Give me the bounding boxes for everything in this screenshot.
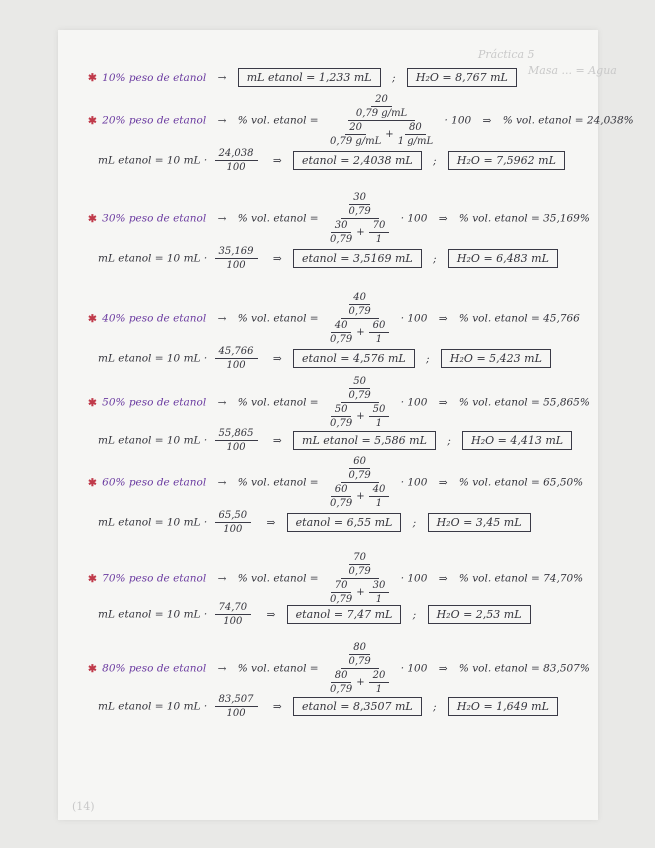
- multiplier: · 100: [444, 114, 472, 127]
- implies-icon: ⇒: [272, 154, 282, 167]
- section-80-ml: [98, 694, 558, 719]
- implies-icon: ⇒: [272, 252, 282, 265]
- section-label: 80% peso de etanol: [102, 662, 207, 675]
- vol-result: % vol. etanol = 55,865%: [458, 396, 590, 409]
- ml-fraction: $\frac{24,038}{100}$: [215, 148, 258, 173]
- implies-icon: ⇒: [438, 572, 448, 585]
- bleed-through-heading: Práctica 5: [478, 48, 535, 61]
- semicolon: ;: [447, 434, 451, 447]
- multiplier: · 100: [400, 662, 428, 675]
- fraction-denominator: $\frac{80}{0,79}$ + $\frac{20}{1}$: [326, 669, 393, 695]
- section-70-ml: [98, 602, 531, 627]
- implies-icon: ⇒: [438, 476, 448, 489]
- multiplier: · 100: [400, 212, 428, 225]
- arrow-icon: →: [217, 114, 227, 127]
- implies-icon: ⇒: [272, 434, 282, 447]
- star-icon: ✱: [88, 396, 97, 409]
- vol-result: % vol. etanol = 24,038%: [502, 114, 634, 127]
- arrow-icon: →: [217, 572, 227, 585]
- semicolon: ;: [412, 608, 417, 621]
- implies-icon: ⇒: [438, 312, 448, 325]
- big-fraction: [326, 94, 437, 147]
- agua-result-box: H₂O = 2,53 mL: [428, 605, 531, 624]
- star-icon: ✱: [88, 114, 97, 127]
- etanol-result-box: mL etanol = 1,233 mL: [238, 68, 381, 87]
- implies-icon: ⇒: [438, 662, 448, 675]
- etanol-result-box: mL etanol = 5,586 mL: [293, 431, 436, 450]
- big-fraction: [326, 552, 393, 605]
- big-fraction: [326, 292, 393, 345]
- implies-icon: ⇒: [266, 608, 276, 621]
- etanol-result-box: etanol = 8,3507 mL: [293, 697, 422, 716]
- ml-fraction: $\frac{45,766}{100}$: [215, 346, 258, 371]
- arrow-icon: →: [217, 72, 227, 84]
- semicolon: ;: [391, 72, 396, 84]
- section-label: 60% peso de etanol: [102, 476, 207, 489]
- vol-label: % vol. etanol =: [237, 312, 319, 325]
- star-icon: ✱: [88, 212, 97, 225]
- vol-label: % vol. etanol =: [237, 114, 319, 127]
- semicolon: ;: [433, 252, 437, 265]
- ml-fraction: $\frac{35,169}{100}$: [215, 246, 258, 271]
- ml-label: mL etanol = 10 mL ·: [98, 352, 208, 365]
- multiplier: · 100: [400, 396, 428, 409]
- star-icon: ✱: [88, 572, 97, 585]
- fraction-numerator: $\frac{20}{0,79 g/mL}$: [348, 94, 415, 121]
- vol-label: % vol. etanol =: [237, 476, 319, 489]
- etanol-result-box: etanol = 3,5169 mL: [293, 249, 422, 268]
- fraction-numerator: $\frac{70}{0,79}$: [341, 552, 379, 579]
- ml-fraction: $\frac{65,50}{100}$: [215, 510, 252, 535]
- section-label: 40% peso de etanol: [102, 312, 207, 325]
- section-50-ml: [98, 428, 572, 453]
- star-icon: ✱: [88, 312, 97, 325]
- vol-label: % vol. etanol =: [237, 212, 319, 225]
- fraction-numerator: $\frac{40}{0,79}$: [341, 292, 379, 319]
- vol-label: % vol. etanol =: [237, 396, 319, 409]
- semicolon: ;: [433, 154, 437, 167]
- fraction-denominator: $\frac{60}{0,79}$ + $\frac{40}{1}$: [326, 483, 393, 509]
- section-20-ml: [98, 148, 565, 173]
- section-label: 70% peso de etanol: [102, 572, 207, 585]
- ml-fraction: $\frac{83,507}{100}$: [215, 694, 258, 719]
- etanol-result-box: etanol = 7,47 mL: [287, 605, 402, 624]
- section-60-formula: [88, 456, 583, 509]
- section-60-ml: [98, 510, 531, 535]
- section-70-formula: [88, 552, 583, 605]
- section-label: 10% peso de etanol: [102, 72, 207, 84]
- vol-label: % vol. etanol =: [237, 662, 319, 675]
- agua-result-box: H₂O = 7,5962 mL: [448, 151, 565, 170]
- star-icon: ✱: [88, 72, 97, 84]
- implies-icon: ⇒: [272, 700, 282, 713]
- implies-icon: ⇒: [438, 212, 448, 225]
- notebook-page: [58, 30, 634, 820]
- fraction-denominator: $\frac{20}{0,79 g/mL}$ + $\frac{80}{1 g/mL}$: [329, 122, 434, 147]
- agua-result-box: H₂O = 4,413 mL: [462, 431, 572, 450]
- section-10: [88, 68, 517, 87]
- multiplier: · 100: [400, 476, 428, 489]
- star-icon: ✱: [88, 476, 97, 489]
- fraction-numerator: $\frac{50}{0,79}$: [341, 376, 379, 403]
- ml-label: mL etanol = 10 mL ·: [98, 516, 208, 529]
- agua-result-box: H₂O = 6,483 mL: [448, 249, 558, 268]
- ml-fraction: $\frac{74,70}{100}$: [215, 602, 252, 627]
- agua-result-box: H₂O = 3,45 mL: [428, 513, 531, 532]
- section-40-ml: [98, 346, 551, 371]
- ml-label: mL etanol = 10 mL ·: [98, 252, 208, 265]
- implies-icon: ⇒: [266, 516, 276, 529]
- page-number: (14): [72, 800, 95, 813]
- ml-label: mL etanol = 10 mL ·: [98, 608, 208, 621]
- section-label: 50% peso de etanol: [102, 396, 207, 409]
- section-20-formula: [88, 94, 634, 147]
- fraction-denominator: $\frac{40}{0,79}$ + $\frac{60}{1}$: [326, 319, 393, 345]
- etanol-result-box: etanol = 2,4038 mL: [293, 151, 422, 170]
- vol-result: % vol. etanol = 65,50%: [458, 476, 584, 489]
- ml-label: mL etanol = 10 mL ·: [98, 434, 208, 447]
- arrow-icon: →: [217, 662, 227, 675]
- vol-label: % vol. etanol =: [237, 572, 319, 585]
- big-fraction: [326, 642, 393, 695]
- semicolon: ;: [412, 516, 417, 529]
- section-80-formula: [88, 642, 590, 695]
- vol-result: % vol. etanol = 83,507%: [458, 662, 590, 675]
- section-label: 20% peso de etanol: [102, 114, 207, 127]
- fraction-denominator: $\frac{50}{0,79}$ + $\frac{50}{1}$: [326, 403, 393, 429]
- agua-result-box: H₂O = 5,423 mL: [441, 349, 551, 368]
- arrow-icon: →: [217, 312, 227, 325]
- big-fraction: [326, 192, 393, 245]
- implies-icon: ⇒: [482, 114, 492, 127]
- agua-result-box: H₂O = 8,767 mL: [407, 68, 517, 87]
- vol-result: % vol. etanol = 35,169%: [458, 212, 590, 225]
- fraction-denominator: $\frac{70}{0,79}$ + $\frac{30}{1}$: [326, 579, 393, 605]
- section-50-formula: [88, 376, 590, 429]
- etanol-result-box: etanol = 6,55 mL: [287, 513, 402, 532]
- implies-icon: ⇒: [272, 352, 282, 365]
- arrow-icon: →: [217, 476, 227, 489]
- agua-result-box: H₂O = 1,649 mL: [448, 697, 558, 716]
- multiplier: · 100: [400, 312, 428, 325]
- multiplier: · 100: [400, 572, 428, 585]
- section-30-formula: [88, 192, 590, 245]
- section-40-formula: [88, 292, 580, 345]
- vol-result: % vol. etanol = 45,766: [458, 312, 580, 325]
- bleed-through-note: Masa ... = Agua: [528, 64, 617, 77]
- fraction-denominator: $\frac{30}{0,79}$ + $\frac{70}{1}$: [326, 219, 393, 245]
- vol-result: % vol. etanol = 74,70%: [458, 572, 584, 585]
- section-label: 30% peso de etanol: [102, 212, 207, 225]
- section-30-ml: [98, 246, 558, 271]
- ml-label: mL etanol = 10 mL ·: [98, 700, 208, 713]
- big-fraction: [326, 456, 393, 509]
- ml-fraction: $\frac{55,865}{100}$: [215, 428, 258, 453]
- implies-icon: ⇒: [438, 396, 448, 409]
- semicolon: ;: [426, 352, 430, 365]
- star-icon: ✱: [88, 662, 97, 675]
- ml-label: mL etanol = 10 mL ·: [98, 154, 208, 167]
- arrow-icon: →: [217, 396, 227, 409]
- fraction-numerator: $\frac{60}{0,79}$: [341, 456, 379, 483]
- semicolon: ;: [433, 700, 437, 713]
- fraction-numerator: $\frac{80}{0,79}$: [341, 642, 379, 669]
- arrow-icon: →: [217, 212, 227, 225]
- fraction-numerator: $\frac{30}{0,79}$: [341, 192, 379, 219]
- etanol-result-box: etanol = 4,576 mL: [293, 349, 415, 368]
- big-fraction: [326, 376, 393, 429]
